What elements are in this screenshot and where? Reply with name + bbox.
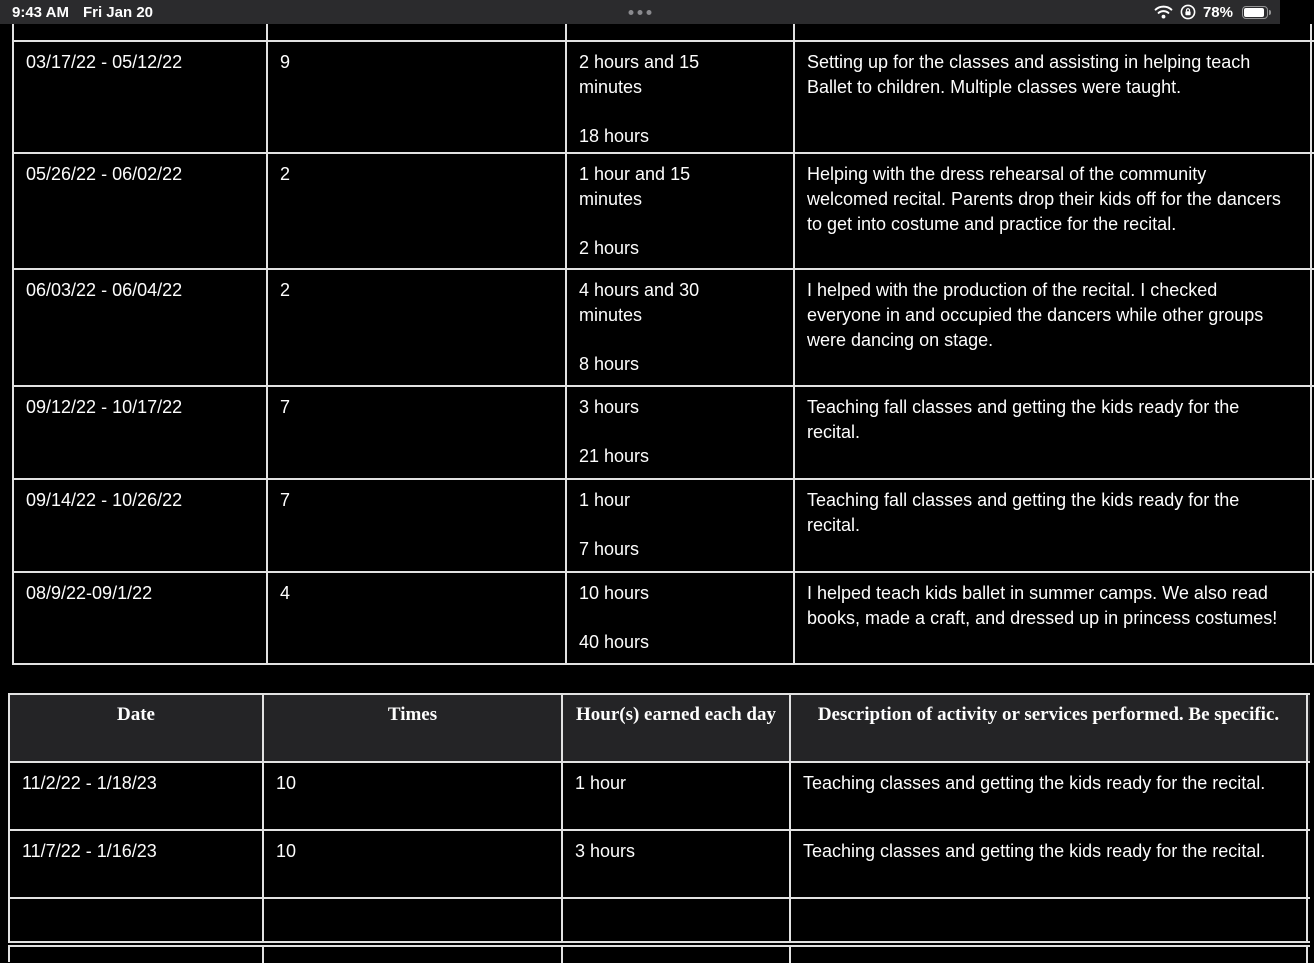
status-bar xyxy=(0,0,1280,24)
document-page xyxy=(0,24,1280,960)
empty-table-row xyxy=(10,947,1310,962)
times-cell[interactable] xyxy=(264,899,563,941)
header-cell-date[interactable]: Date xyxy=(10,695,264,761)
hours-cell[interactable] xyxy=(567,573,795,663)
date-cell[interactable]: 09/14/22 - 10/26/22 xyxy=(14,480,268,571)
header-cell-description[interactable] xyxy=(795,24,1312,40)
clipped-header-row xyxy=(14,24,1314,42)
date-label: Fri Jan 20 xyxy=(82,3,154,21)
hours-total: 21 hours xyxy=(579,446,650,466)
hours-per-day: 2 hours and 15 minutes xyxy=(579,52,700,97)
hours-per-day: 10 hours xyxy=(579,583,650,603)
hours-cell[interactable] xyxy=(563,899,791,941)
date-cell[interactable]: 11/7/22 - 1/16/23 xyxy=(10,831,264,897)
times-cell[interactable]: 4 xyxy=(268,573,567,663)
clock-label: 9:43 AM xyxy=(12,3,69,21)
hours-cell[interactable] xyxy=(567,270,795,385)
description-cell[interactable]: Teaching classes and getting the kids ready for the recital. xyxy=(791,831,1308,897)
hours-cell[interactable]: 1 hour xyxy=(563,763,791,829)
date-cell[interactable] xyxy=(10,899,264,941)
date-cell[interactable]: 05/26/22 - 06/02/22 xyxy=(14,154,268,268)
date-cell[interactable]: 06/03/22 - 06/04/22 xyxy=(14,270,268,385)
description-cell[interactable] xyxy=(791,947,1308,963)
hours-total: 18 hours xyxy=(579,126,650,146)
hours-cell[interactable] xyxy=(567,387,795,478)
rotation-lock-icon xyxy=(1180,4,1196,20)
hours-cell[interactable]: 3 hours xyxy=(563,831,791,897)
status-bar-left xyxy=(12,4,153,21)
volunteer-hours-table-partial xyxy=(8,945,1310,962)
description-cell[interactable]: Teaching fall classes and getting the kids ready for the recital. xyxy=(795,387,1312,478)
header-cell-times[interactable] xyxy=(268,24,567,40)
hours-per-day: 1 hour and 15 minutes xyxy=(579,164,691,209)
hours-total: 8 hours xyxy=(579,354,640,374)
table-row xyxy=(14,387,1314,480)
volunteer-hours-table-2 xyxy=(8,693,1310,943)
date-cell[interactable]: 03/17/22 - 05/12/22 xyxy=(14,42,268,152)
description-cell[interactable]: Setting up for the classes and assisting in helping teach Ballet to children. Multiple classes were taught. xyxy=(795,42,1312,152)
multitasking-handle-icon[interactable] xyxy=(629,0,652,24)
table-row xyxy=(14,480,1314,573)
hours-total: 7 hours xyxy=(579,539,640,559)
description-cell[interactable]: Teaching fall classes and getting the kids ready for the recital. xyxy=(795,480,1312,571)
description-cell[interactable]: I helped with the production of the recital. I checked everyone in and occupied the dancers while other groups were dancing on stage. xyxy=(795,270,1312,385)
header-cell-date[interactable] xyxy=(14,24,268,40)
date-cell[interactable] xyxy=(10,947,264,963)
times-cell[interactable] xyxy=(264,947,563,963)
wifi-icon xyxy=(1154,5,1173,19)
times-cell[interactable]: 10 xyxy=(264,831,563,897)
table-row xyxy=(10,763,1310,831)
battery-percent-label: 78% xyxy=(1202,3,1233,21)
table-row xyxy=(14,573,1314,665)
hours-cell[interactable] xyxy=(563,947,791,963)
description-cell[interactable]: I helped teach kids ballet in summer camps. We also read books, made a craft, and dressed up in princess costumes! xyxy=(795,573,1312,663)
description-cell[interactable]: Helping with the dress rehearsal of the community welcomed recital. Parents drop their kids off for the dancers to get into costume and practice for the recital. xyxy=(795,154,1312,268)
times-cell[interactable]: 7 xyxy=(268,387,567,478)
date-cell[interactable]: 09/12/22 - 10/17/22 xyxy=(14,387,268,478)
table-row xyxy=(10,831,1310,899)
header-cell-times[interactable]: Times xyxy=(264,695,563,761)
hours-cell[interactable] xyxy=(567,42,795,152)
status-bar-right xyxy=(1154,4,1268,21)
table-row xyxy=(14,42,1314,154)
hours-per-day: 1 hour xyxy=(579,490,631,510)
hours-total: 40 hours xyxy=(579,632,650,652)
hours-per-day: 4 hours and 30 minutes xyxy=(579,280,700,325)
hours-cell[interactable] xyxy=(567,480,795,571)
table-row xyxy=(14,154,1314,270)
header-cell-hours[interactable]: Hour(s) earned each day xyxy=(563,695,791,761)
description-cell[interactable] xyxy=(791,899,1308,941)
date-cell[interactable]: 11/2/22 - 1/18/23 xyxy=(10,763,264,829)
description-cell[interactable]: Teaching classes and getting the kids ready for the recital. xyxy=(791,763,1308,829)
header-cell-hours[interactable] xyxy=(567,24,795,40)
hours-total: 2 hours xyxy=(579,238,640,258)
times-cell[interactable]: 7 xyxy=(268,480,567,571)
times-cell[interactable]: 10 xyxy=(264,763,563,829)
times-cell[interactable]: 9 xyxy=(268,42,567,152)
hours-cell[interactable] xyxy=(567,154,795,268)
battery-icon xyxy=(1242,6,1268,19)
volunteer-hours-table-1 xyxy=(12,24,1314,665)
date-cell[interactable]: 08/9/22-09/1/22 xyxy=(14,573,268,663)
empty-table-row xyxy=(10,899,1310,943)
times-cell[interactable]: 2 xyxy=(268,270,567,385)
header-row xyxy=(10,695,1310,763)
times-cell[interactable]: 2 xyxy=(268,154,567,268)
hours-per-day: 3 hours xyxy=(579,397,640,417)
table-row xyxy=(14,270,1314,387)
header-cell-description[interactable]: Description of activity or services performed. Be specific. xyxy=(791,695,1308,761)
